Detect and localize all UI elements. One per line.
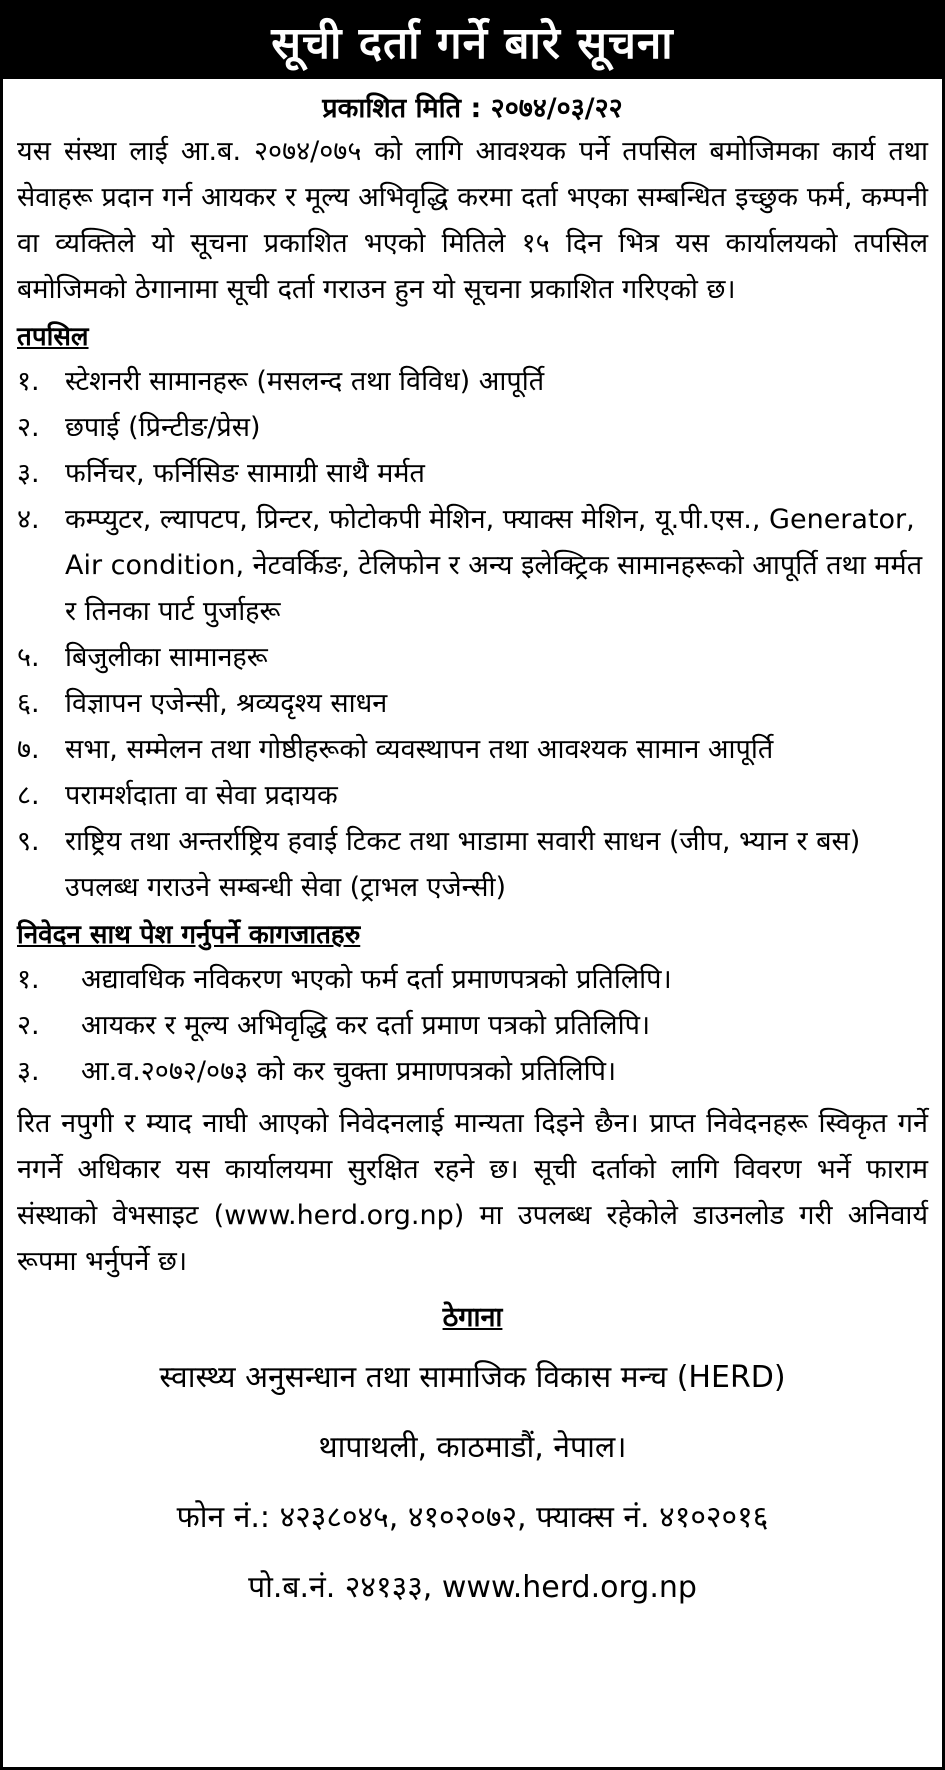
details-list bbox=[17, 359, 928, 911]
notice-title: सूची दर्ता गर्ने बारे सूचना bbox=[271, 18, 674, 69]
item-text: विज्ञापन एजेन्सी, श्रव्यदृश्य साधन bbox=[65, 688, 388, 719]
intro-paragraph: यस संस्था लाई आ.ब. २०७४/०७५ को लागि आवश्यक पर्ने तपसिल बमोजिमका कार्य तथा सेवाहरू प्रदान गर्न आयकर र मूल्य अभिवृद्धि करमा दर्ता भएका सम्बन्धित इच्छुक फर्म, कम्पनी वा व्यक्तिले यो सूचना प्रकाशित भएको मितिले १५ दिन भित्र यस कार्यालयको तपसिल बमोजिमको ठेगानामा सूची दर्ता गराउन हुन यो सूचना प्रकाशित गरिएको छ। bbox=[17, 136, 928, 305]
item-number: १. bbox=[17, 366, 40, 397]
list-item bbox=[17, 359, 928, 405]
address-heading: ठेगाना bbox=[442, 1302, 503, 1333]
address-pobox: पो.ब.नं. २४१३३, www.herd.org.np bbox=[248, 1570, 697, 1605]
item-text: फर्निचर, फर्निसिङ सामाग्री साथै मर्मत bbox=[65, 458, 425, 489]
item-text: राष्ट्रिय तथा अन्तर्राष्ट्रिय हवाई टिकट तथा भाडामा सवारी साधन (जीप, भ्यान र बस) उपलब्ध गराउने सम्बन्धी सेवा (ट्राभल एजेन्सी) bbox=[65, 826, 861, 903]
documents-heading: निवेदन साथ पेश गर्नुपर्ने कागजातहरु bbox=[17, 920, 361, 950]
list-item bbox=[17, 819, 928, 911]
list-item bbox=[17, 1003, 928, 1049]
list-item bbox=[17, 405, 928, 451]
item-number: ८. bbox=[17, 780, 40, 811]
item-number: २. bbox=[17, 1010, 40, 1041]
item-number: ९. bbox=[17, 826, 40, 857]
item-number: ६. bbox=[17, 688, 40, 719]
item-text: कम्प्युटर, ल्यापटप, प्रिन्टर, फोटोकपी मेशिन, फ्याक्स मेशिन, यू.पी.एस., Generator, Air condition, नेटवर्किङ, टेलिफोन र अन्य इलेक्ट्रिक सामानहरूको आपूर्ति तथा मर्मत र तिनका पार्ट पुर्जाहरू bbox=[65, 504, 923, 627]
item-number: ३. bbox=[17, 1056, 40, 1087]
item-text: आयकर र मूल्य अभिवृद्धि कर दर्ता प्रमाण पत्रको प्रतिलिपि। bbox=[81, 1010, 651, 1041]
list-item bbox=[17, 497, 928, 635]
address-org: स्वास्थ्य अनुसन्धान तथा सामाजिक विकास मन्च (HERD) bbox=[159, 1360, 786, 1395]
notice-title-banner bbox=[3, 3, 942, 79]
publish-date: प्रकाशित मिति : २०७४/०३/२२ bbox=[322, 93, 623, 124]
address-phone: फोन नं.: ४२३८०४५, ४१०२०७२, फ्याक्स नं. ४१०२०१६ bbox=[176, 1500, 769, 1535]
item-number: ३. bbox=[17, 458, 40, 489]
list-item bbox=[17, 681, 928, 727]
item-text: स्टेशनरी सामानहरू (मसलन्द तथा विविध) आपूर्ति bbox=[65, 366, 545, 397]
notice-content bbox=[3, 79, 942, 1623]
address-location: थापाथली, काठमाडौं, नेपाल। bbox=[318, 1430, 627, 1465]
list-item bbox=[17, 451, 928, 497]
list-item bbox=[17, 635, 928, 681]
item-text: बिजुलीका सामानहरू bbox=[65, 642, 268, 673]
item-number: ४. bbox=[17, 504, 40, 535]
list-item bbox=[17, 727, 928, 773]
item-text: अद्यावधिक नविकरण भएको फर्म दर्ता प्रमाणपत्रको प्रतिलिपि। bbox=[81, 964, 672, 995]
list-item bbox=[17, 773, 928, 819]
item-text: छपाई (प्रिन्टीङ/प्रेस) bbox=[65, 412, 261, 443]
item-text: परामर्शदाता वा सेवा प्रदायक bbox=[65, 780, 338, 811]
list-item bbox=[17, 957, 928, 1003]
item-text: आ.व.२०७२/०७३ को कर चुक्ता प्रमाणपत्रको प्रतिलिपि। bbox=[81, 1056, 617, 1087]
item-number: ७. bbox=[17, 734, 40, 765]
item-number: १. bbox=[17, 964, 40, 995]
list-item bbox=[17, 1049, 928, 1095]
details-heading: तपसिल bbox=[17, 322, 89, 352]
item-text: सभा, सम्मेलन तथा गोष्ठीहरूको व्यवस्थापन तथा आवश्यक सामान आपूर्ति bbox=[65, 734, 774, 765]
documents-list bbox=[17, 957, 928, 1095]
item-number: २. bbox=[17, 412, 40, 443]
closing-paragraph: रित नपुगी र म्याद नाघी आएको निवेदनलाई मान्यता दिइने छैन। प्राप्त निवेदनहरू स्विकृत गर्ने नगर्ने अधिकार यस कार्यालयमा सुरक्षित रहने छ। सूची दर्ताको लागि विवरण भर्ने फाराम संस्थाको वेभसाइट (www.herd.org.np) मा उपलब्ध रहेकोले डाउनलोड गरी अनिवार्य रूपमा भर्नुपर्ने छ। bbox=[17, 1108, 928, 1277]
item-number: ५. bbox=[17, 642, 40, 673]
